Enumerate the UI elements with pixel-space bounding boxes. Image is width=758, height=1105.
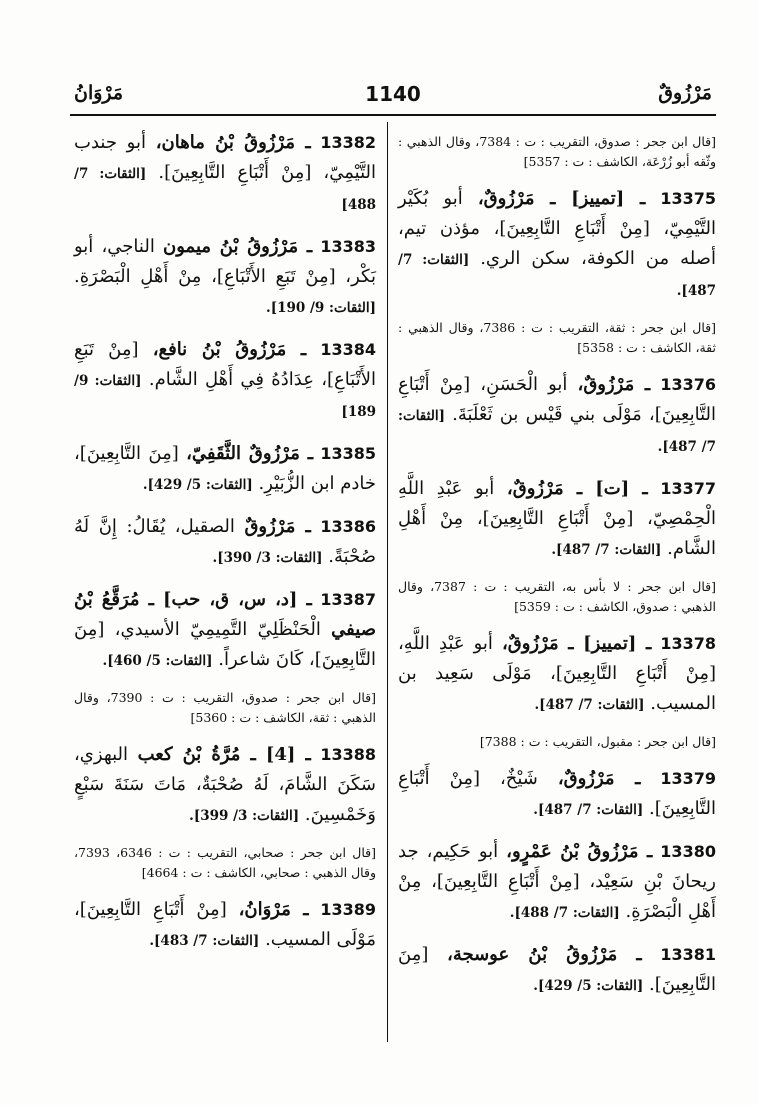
entry-body: الناجي، أبو بَكْر، [مِنْ تَبَعِ الأَتْبَاعِ]، مِنْ أَهْلِ الْبَصْرَةِ. [74,236,376,287]
footnote-note: [قال ابن جحر : لا بأس به، التقريب : ت : 7387، وقال الذهبي : صدوق، الكاشف : ت : 5359] [398,579,716,614]
footnote-note: [قال ابن جحر : صدوق، التقريب : ت : 7384، وقال الذهبي : وثّقه أبو زُرْعَة، الكاشف : ت : 5357] [398,134,716,169]
biography-entry [74,512,376,573]
entry-name: ـ مَرْزُوقُ بْنُ نافع، [152,339,307,360]
entry-text [74,232,376,323]
entry-number: 13387 [320,590,376,609]
entry-name: ـ [تمييز] ـ مَرْزُوقٌ، [477,188,646,209]
header-rule [70,114,716,116]
entry-reference: [الثقات: 9/ 189] [74,373,376,420]
entry-text [398,474,716,565]
entry-text [74,895,376,956]
entry-number: 13388 [320,745,376,764]
right-column [398,128,716,1013]
entry-text [74,740,376,831]
footnote-note: [قال ابن جحر : صحابي، التقريب : ت : 6346، 7393، وقال الذهبي : صحابي، الكاشف : ت : 4664] [74,845,377,880]
entry-reference: [الثقات: 5/ 460]. [102,653,213,669]
page-header [74,82,712,110]
header-left-word: مَرْوَانُ [74,82,124,104]
entry-number: 13376 [660,375,716,394]
entry-body: الْحَنْظَلِيّ التَّمِيمِيّ الأسيدي، [مِنَ التَّابِعِينَ]، كَانَ شاعراً. [74,619,376,670]
entry-name: ـ مَرْوَانُ، [238,899,309,920]
entry-text [74,512,376,573]
entry-text [74,335,376,427]
biography-entry [74,895,376,956]
entry-body: أبو عَبْدِ اللَّهِ الْحِمْصِيّ، [مِنْ أَتْبَاعِ التَّابِعِينَ]، مِنْ أَهْلِ الشَّام. [398,478,716,559]
entry-text [74,585,376,676]
entry-name: ـ [تمييز] ـ مَرْزُوقٌ، [501,633,652,654]
entry-name: ـ مَرْزُوقُ بْنُ عَمْرٍو، [506,841,653,862]
entry-text [398,629,716,720]
entry-body: أبو جندب التَّيْمِيّ، [مِنْ أَتْبَاعِ التَّابِعِينَ]. [74,132,376,183]
footnote-note: [قال ابن جحر : صدوق، التقريب : ت : 7390، وقال الذهبي : ثقة، الكاشف : ت : 5360] [74,690,376,725]
biography-entry [398,764,716,825]
entry-name: ـ مَرْزُوقُ بْنُ ماهان، [155,132,311,153]
entry-name: ـ مَرْزُوقٌ [244,516,311,537]
entry-body: أبو عَبْدِ اللَّهِ، [مِنْ أَتْبَاعِ التَّابِعِينَ]، مَوْلَى سَعِيد بن المسيب. [398,633,716,714]
entry-text [398,184,716,306]
entry-body: الصقيل، يُقَالُ: إِنَّ لَهُ صُحْبَةً. [74,516,376,567]
entry-body: شَيْخٌ، [مِنْ أَتْبَاعِ التَّابِعِينَ]. [398,768,716,819]
column-divider [387,122,388,1042]
biography-entry [74,128,376,220]
entry-reference: [الثقات: 7/ 487]. [533,802,644,818]
entry-name: ـ مَرْزُوقٌ، [577,374,651,395]
entry-name: ـ مَرْزُوقُ بْنُ ميمون [163,236,313,257]
entry-number: 13384 [320,340,377,359]
entry-body: [مِنَ التَّابِعِينَ]، خادم ابن الزُّبَيْرِ. [74,443,376,494]
entry-reference: [الثقات: 5/ 429]. [142,477,253,493]
footnote-note: [قال ابن جحر : مقبول، التقريب : ت : 7388] [479,734,716,749]
entry-body: [مِنَ التَّابِعِينَ]. [398,944,716,995]
biography-entry [398,629,716,720]
entry-number: 13382 [320,133,376,152]
entry-number: 13375 [660,189,716,208]
entry-reference: [الثقات: 7/ 488] [74,166,376,213]
entry-text [398,837,716,928]
entry-number: 13377 [660,479,717,498]
entry-body: أبو الْحَسَنِ، [مِنْ أَتْبَاعِ التَّابِعِينَ]، مَوْلَى بني قَيْس بن ثَعْلَبَةَ. [398,374,716,425]
biography-entry [398,474,716,565]
footnote-note: [قال ابن جحر : ثقة، التقريب : ت : 7386، وقال الذهبي : ثقة، الكاشف : ت : 5358] [398,320,716,355]
biography-entry [398,184,716,306]
biography-entry [74,585,376,676]
entry-name: ـ مَرْزُوقٌ، [557,768,641,789]
entry-body: أبو حَكِيم، جد ريحانَ بْنِ سَعِيْد، [مِنْ أَتْبَاعِ التَّابِعِينَ]، مِنْ أَهْلِ الْبَصْرَةِ. [398,841,716,922]
biography-entry [74,232,376,323]
entry-reference: [الثقات: 5/ 429]. [533,978,644,994]
entry-reference: [الثقات: 3/ 399]. [189,808,300,824]
entry-text [74,128,376,220]
biography-entry [74,335,376,427]
entry-text [74,439,376,500]
entry-name: ـ مَرْزُوقٌ الثَّقَفِيّ، [186,443,313,464]
entry-number: 13389 [320,900,376,919]
entry-text [398,940,716,1001]
entry-number: 13381 [660,945,716,964]
biography-entry [398,940,716,1001]
entry-reference: [الثقات: 7/ 483]. [149,933,260,949]
biography-entry [398,370,716,462]
entry-name: ـ [ت] ـ مَرْزُوقٌ، [506,478,648,499]
entry-body: [مِنْ تَبَعِ الأَتْبَاعِ]، عِدَادُهُ فِي أَهْلِ الشَّام. [74,339,376,390]
entry-number: 13383 [320,237,376,256]
entry-text [398,764,716,825]
entry-text [398,370,716,462]
entry-name: ـ [4] ـ مُرَّةُ بْنُ كعب [137,744,311,765]
biography-entry [398,837,716,928]
biography-entry [74,439,376,500]
entry-name: ـ [د، س، ق، حب] ـ مُرَقَّعُ بْنُ صيفي [74,589,376,640]
entry-body: [مِنْ أَتْبَاعِ التَّابِعِينَ]، مَوْلَى المسيب. [74,899,376,950]
entry-reference: [الثقات: 3/ 390]. [212,550,323,566]
entry-reference: [الثقات: 7/ 487]. [398,408,716,455]
entry-reference: [الثقات: 9/ 190]. [266,300,376,316]
entry-name: ـ مَرْزُوقُ بْنُ عوسجة، [447,944,642,965]
entry-reference: [الثقات: 7/ 488]. [509,905,620,921]
biography-entry [74,740,376,831]
entry-reference: [الثقات: 7/ 487]. [398,252,716,299]
entry-number: 13379 [660,769,716,788]
left-column [74,128,376,968]
entry-number: 13385 [320,444,376,463]
entry-reference: [الثقات: 7/ 487]. [534,697,645,713]
entry-body: البهزي، سَكَنَ الشَّامَ، لَهُ صُحْبَةٌ، مَاتَ سَنَةَ سَبْعٍ وَخَمْسِينَ. [74,744,376,825]
entry-body: أبو بُكَيْر التَّيْمِيّ، [مِنْ أَتْبَاعِ التَّابِعِينَ]، مؤذن تيم، أصله من الكوفة، سكن الري. [398,188,716,269]
entry-number: 13380 [660,842,716,861]
header-right-word: مَرْزُوقٌ [658,82,712,104]
entry-number: 13386 [320,517,376,536]
page-number: 1140 [365,82,421,106]
entry-reference: [الثقات: 7/ 487]. [551,542,662,558]
entry-number: 13378 [660,634,716,653]
